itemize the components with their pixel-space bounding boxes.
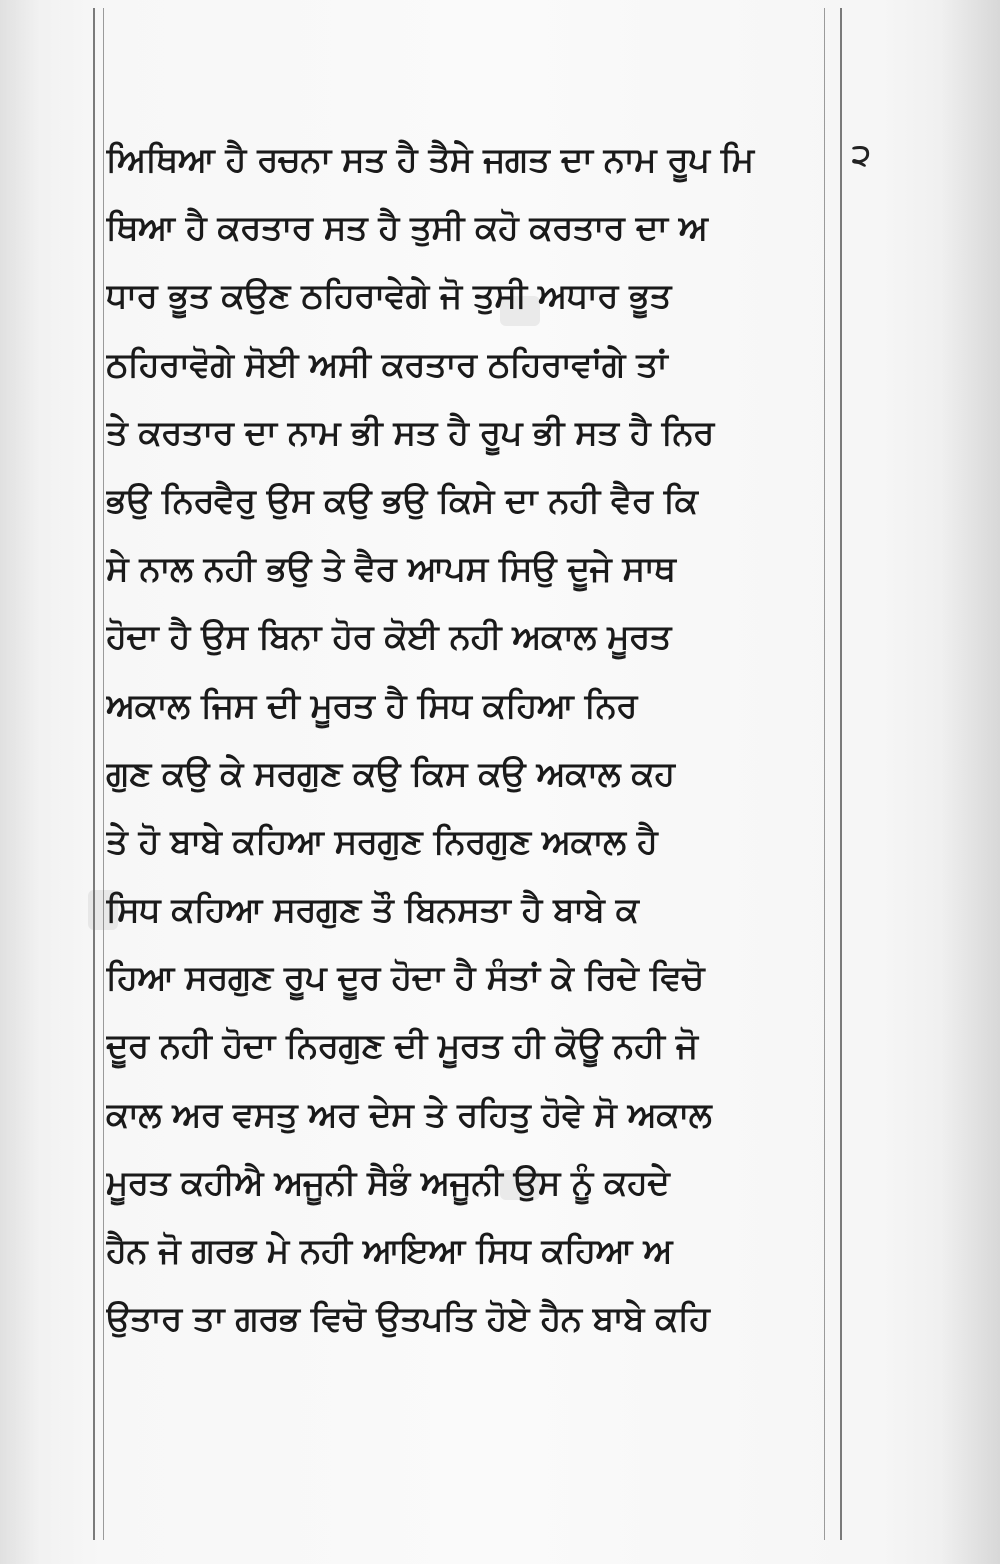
folio-number: ੨ bbox=[852, 138, 871, 173]
text-line: ਹਿਆ ਸਰਗੁਣ ਰੂਪ ਦੂਰ ਹੋਦਾ ਹੈ ਸੰਤਾਂ ਕੇ ਰਿਦੇ ਵਿਚੋ bbox=[106, 958, 704, 999]
text-line: ਥਿਆ ਹੈ ਕਰਤਾਰ ਸਤ ਹੈ ਤੁਸੀ ਕਹੋ ਕਰਤਾਰ ਦਾ ਅ bbox=[106, 208, 708, 249]
text-line: ਸਿਧ ਕਹਿਆ ਸਰਗੁਣ ਤੌ ਬਿਨਸਤਾ ਹੈ ਬਾਬੇ ਕ bbox=[106, 890, 639, 931]
text-line: ਕਾਲ ਅਰ ਵਸਤੁ ਅਰ ਦੇਸ ਤੇ ਰਹਿਤੁ ਹੋਵੇ ਸੋ ਅਕਾਲ bbox=[106, 1094, 712, 1135]
text-line: ਭਉ ਨਿਰਵੈਰੁ ਉਸ ਕਉ ਭਉ ਕਿਸੇ ਦਾ ਨਹੀ ਵੈਰ ਕਿ bbox=[106, 480, 698, 521]
text-line: ਧਾਰ ਭੂਤ ਕਉਣ ਠਹਿਰਾਵੇਗੇ ਜੋ ਤੁਸੀ ਅਧਾਰ ਭੂਤ bbox=[106, 276, 671, 317]
text-line: ਸੇ ਨਾਲ ਨਹੀ ਭਉ ਤੇ ਵੈਰ ਆਪਸ ਸਿਉ ਦੂਜੇ ਸਾਥ bbox=[106, 549, 676, 590]
text-line: ਤੇ ਹੋ ਬਾਬੇ ਕਹਿਆ ਸਰਗੁਣ ਨਿਰਗੁਣ ਅਕਾਲ ਹੈ bbox=[106, 821, 658, 862]
text-line: ਹੈਨ ਜੋ ਗਰਭ ਮੇ ਨਹੀ ਆਇਆ ਸਿਧ ਕਹਿਆ ਅ bbox=[106, 1231, 673, 1271]
page-shadow-left bbox=[0, 0, 40, 1564]
left-margin-rule-inner bbox=[103, 8, 104, 1540]
left-margin-rule bbox=[93, 8, 95, 1540]
page-shadow-right bbox=[940, 0, 1000, 1564]
text-line: ਹੋਦਾ ਹੈ ਉਸ ਬਿਨਾ ਹੋਰ ਕੋਈ ਨਹੀ ਅਕਾਲ ਮੂਰਤ bbox=[106, 617, 671, 658]
right-margin-rule bbox=[840, 8, 842, 1540]
text-line: ਉਤਾਰ ਤਾ ਗਰਭ ਵਿਚੋ ਉਤਪਤਿ ਹੋਏ ਹੈਨ ਬਾਬੇ ਕਹਿ bbox=[106, 1299, 710, 1340]
text-line: ਤੇ ਕਰਤਾਰ ਦਾ ਨਾਮ ਭੀ ਸਤ ਹੈ ਰੂਪ ਭੀ ਸਤ ਹੈ ਨਿਰ bbox=[106, 412, 714, 453]
text-line: ਮੂਰਤ ਕਹੀਐ ਅਜੂਨੀ ਸੈਭੰ ਅਜੂਨੀ ਉਸ ਨੂੰ ਕਹਦੇ bbox=[106, 1162, 670, 1203]
text-line: ਅਕਾਲ ਜਿਸ ਦੀ ਮੂਰਤ ਹੈ ਸਿਧ ਕਹਿਆ ਨਿਰ bbox=[106, 685, 637, 726]
manuscript-text bbox=[106, 126, 830, 1353]
text-line: ਠਹਿਰਾਵੋਗੇ ਸੋਈ ਅਸੀ ਕਰਤਾਰ ਠਹਿਰਾਵਾਂਗੇ ਤਾਂ bbox=[106, 344, 668, 385]
text-line: ਗੁਣ ਕਉ ਕੇ ਸਰਗੁਣ ਕਉ ਕਿਸ ਕਉ ਅਕਾਲ ਕਹ bbox=[106, 753, 675, 794]
text-line: ਅਿਥਿਆ ਹੈ ਰਚਨਾ ਸਤ ਹੈ ਤੈਸੇ ਜਗਤ ਦਾ ਨਾਮ ਰੂਪ ਮਿ bbox=[106, 140, 754, 180]
text-line: ਦੂਰ ਨਹੀ ਹੋਦਾ ਨਿਰਗੁਣ ਦੀ ਮੂਰਤ ਹੀ ਕੋਊ ਨਹੀ ਜੋ bbox=[106, 1026, 698, 1067]
